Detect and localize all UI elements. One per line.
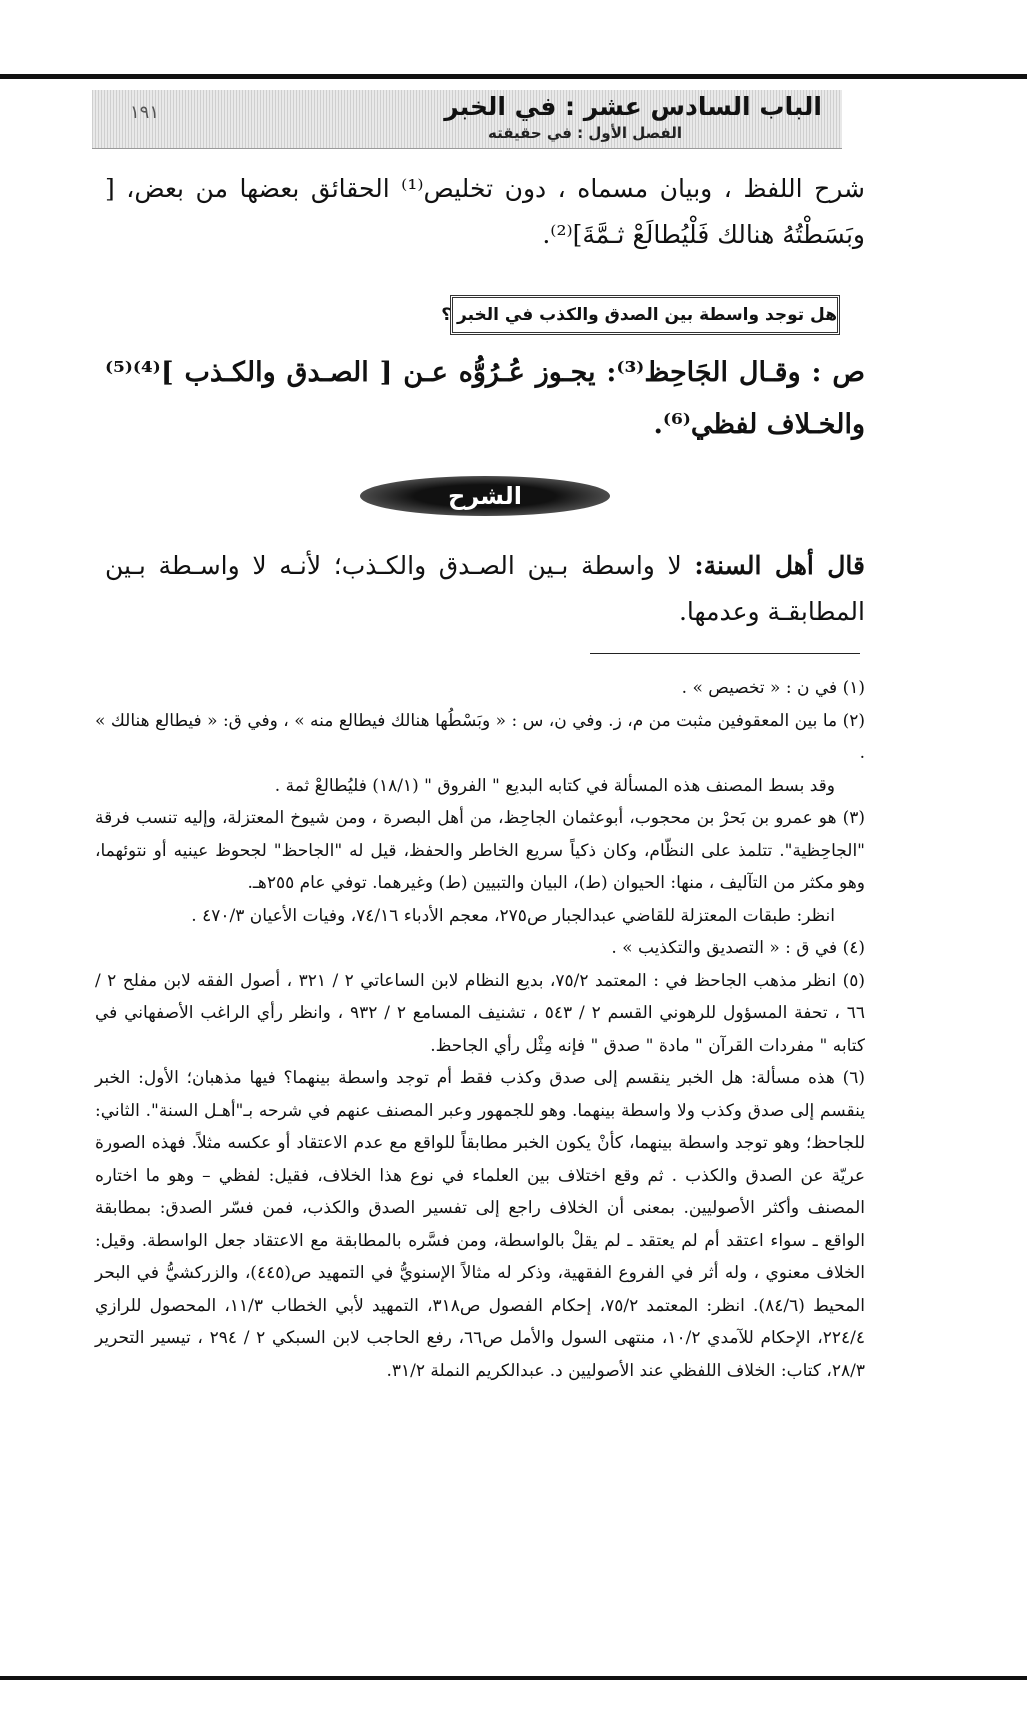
- footnote-6: (٦) هذه مسألة: هل الخبر ينقسم إلى صدق وكذب فقط أم توجد واسطة بينهما؟ فيها مذهبان؛ الأول: الخبر ينقسم إلى صدق وكذب ولا واسطة بينهما. وهو للجمهور وعبر المصنف عنهم في شرحه بـ"أهـل السنة". الثاني: للجاحظ؛ وهو توجد واسطة بينهما، كأنْ يكون الخبر مطابقاً للواقع مع عدم الاعتقاد أو عكسه مثلاً. فهذه الصورة عريّة عن الصدق والكذب . ثم وقع اختلاف بين العلماء في نوع هذا الخلاف، فقيل: لفظي – وهو ما اختاره المصنف وأكثر الأصوليين. بمعنى أن الخلاف راجع إلى تفسير الصدق والكذب، فمن فسّر الصدق: بمطابقة الواقع ـ سواء اعتقد أم لم يعتقد ـ لم يقلْ بالواسطة، ومن فسَّره بالمطابقة مع الاعتقاد جعل الواسطة. وقيل: الخلاف معنوي ، وله أثر في الفروع الفقهية، وذكر له مثالاً الإسنويُّ في التمهيد ص(٤٤٥)، والزركشيُّ في البحر المحيط (٨٤/٦). انظر: المعتمد ٧٥/٢، إحكام الفصول ص٣١٨، التمهيد لأبي الخطاب ١١/٣، المحصول للرازي ٢٢٤/٤، الإحكام للآمدي ١٠/٢، منتهى السول والأمل ص٦٦، رفع الحاجب لابن السبكي ٢ / ٢٩٤ ، تيسير التحرير ٢٨/٣، كتاب: الخلاف اللفظي عند الأصوليين د. عبدالكريم النملة ٣١/٢.: [95, 1068, 865, 1381]
- footnote-3: (٣) هو عمرو بن بَحرْ بن محجوب، أبوعثمان الجاحِظ، من أهل البصرة ، ومن شيوخ المعتزلة، وإليه تنسب فرقة "الجاحِظية". تتلمذ على النظّام، وكان ذكياً سريع الخاطر والحفظ، قيل له "الجاحظ" لجحوظ عينيه أو نتوئهما، وهو مكثر من التآليف ، منها: الحيوان (ط)، البيان والتبيين (ط) وغيرهما. توفي عام ٢٥٥هـ.: [95, 808, 865, 893]
- chapter-title: الباب السادس عشر : في الخبر: [444, 92, 822, 121]
- sharh-lead: قال أهل السنة:: [694, 551, 865, 580]
- footnotes: [95, 672, 865, 1387]
- sharh-paragraph: [105, 543, 865, 635]
- page-number: ١٩١: [130, 102, 160, 123]
- sharh-text: لا واسطة بـين الصـدق والكـذب؛ لأنـه لا واسـطة بـين المطابقـة وعدمها.: [105, 551, 865, 626]
- intro-paragraph: شرح اللفظ ، وبيان مسماه ، دون تخليص⁽¹⁾ الحقائق بعضها من بعض، [ وبَسَطْتُهُ هنالك فَلْيُطالَعْ ثـمَّةَ]⁽²⁾.: [105, 174, 866, 249]
- footnote-2-continued: وقد بسط المصنف هذه المسألة في كتابه البديع " الفروق " (١٨/١) فليُطالعْ ثمة .: [274, 775, 835, 796]
- section-subtitle: الفصل الأول : في حقيقته: [487, 124, 682, 142]
- footnote-5: (٥) انظر مذهب الجاحظ في : المعتمد ٧٥/٢، بديع النظام لابن الساعاتي ٢ / ٣٢١ ، أصول الفقه لابن مفلح ٢ / ٦٦ ، تحفة المسؤول للرهوني القسم ٢ / ٥٤٣ ، تشنيف المسامع ٢ / ٩٣٢ ، وانظر رأي الراغب الأصفهاني في كتابه " مفردات القرآن " مادة " صدق " فإنه مِثْل رأي الجاحظ.: [95, 970, 866, 1056]
- sharh-heading: الشرح: [360, 476, 610, 516]
- footnote-4: (٤) في ق : « التصديق والتكذيب » .: [611, 938, 865, 958]
- footnote-separator: [590, 653, 860, 654]
- footnote-2: (٢) ما بين المعقوفين مثبت من م، ز. وفي ن، س : « وبَسْطُها هنالك فيطالع منه » ، وفي ق: « فيطالع هنالك » .: [95, 710, 865, 763]
- top-rule: [0, 74, 1027, 79]
- author-statement: ص : وقـال الجَاحِظ⁽³⁾: يجـوز عُـرُوُّه عـن [ الصـدق والكـذب ]⁽⁴⁾⁽⁵⁾ والخـلاف لفظي⁽⁶⁾.: [105, 357, 865, 440]
- question-box: هل توجد واسطة بين الصدق والكذب في الخبر ؟: [450, 295, 840, 335]
- footnote-1: (١) في ن : « تخصيص » .: [681, 678, 865, 698]
- bottom-rule: [0, 1676, 1027, 1680]
- footnote-3-continued: انظر: طبقات المعتزلة للقاضي عبدالجبار ص٢٧٥، معجم الأدباء ٧٤/١٦، وفيات الأعيان ٤٧٠/٣ .: [191, 905, 835, 926]
